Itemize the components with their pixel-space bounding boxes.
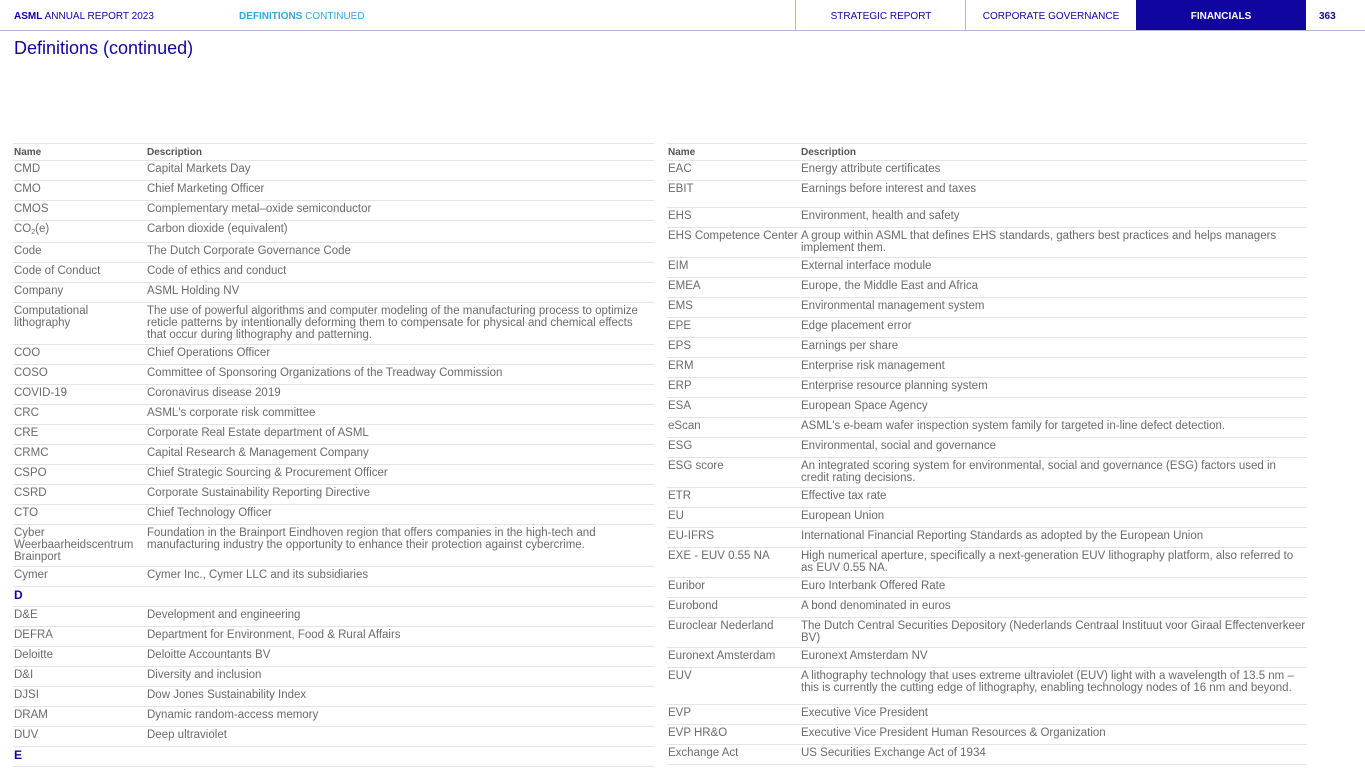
term-name: ERM	[667, 358, 800, 378]
table-row	[667, 725, 1307, 745]
table-row	[667, 181, 1307, 208]
term-name-subscript: 2	[31, 229, 36, 236]
term-name: COO	[13, 345, 146, 365]
term-name: EHS	[667, 208, 800, 228]
term-description: Executive Vice President	[800, 705, 1307, 725]
report-name: ANNUAL REPORT 2023	[44, 11, 154, 22]
table-row	[667, 745, 1307, 765]
term-description: Corporate Real Estate department of ASML	[146, 425, 654, 445]
term-name: CSRD	[13, 485, 146, 505]
table-row	[13, 627, 654, 647]
table-row	[667, 648, 1307, 668]
term-description: External interface module	[800, 258, 1307, 278]
term-name: eScan	[667, 418, 800, 438]
term-description: Chief Operations Officer	[146, 345, 654, 365]
top-navigation-bar	[0, 0, 1365, 31]
term-name: ETR	[667, 488, 800, 508]
term-description: A lithography technology that uses extreme ultraviolet (EUV) light with a wavelength of 13.5 nm – this is currently the cutting edge of lithography, enabling technology nodes of 16 nm and beyond.	[800, 668, 1307, 705]
term-name: EVP	[667, 705, 800, 725]
table-row	[667, 705, 1307, 725]
term-name: CRE	[13, 425, 146, 445]
table-row	[13, 405, 654, 425]
table-row	[667, 318, 1307, 338]
term-name: Computational lithography	[13, 303, 146, 345]
section-breadcrumb[interactable]	[239, 11, 365, 22]
term-name: D&I	[13, 667, 146, 687]
term-description: US Securities Exchange Act of 1934	[800, 745, 1307, 765]
table-row	[667, 598, 1307, 618]
table-row	[667, 278, 1307, 298]
term-name: Euroclear Nederland	[667, 618, 800, 648]
term-description: Dynamic random-access memory	[146, 707, 654, 727]
term-description: Dow Jones Sustainability Index	[146, 687, 654, 707]
term-description: The Dutch Corporate Governance Code	[146, 243, 654, 263]
section-letter: D	[13, 587, 654, 607]
table-row	[13, 445, 654, 465]
term-description: A bond denominated in euros	[800, 598, 1307, 618]
term-name: CMO	[13, 181, 146, 201]
term-name: EPE	[667, 318, 800, 338]
term-description: Edge placement error	[800, 318, 1307, 338]
term-name: ESA	[667, 398, 800, 418]
term-name: Cyber Weerbaarheidscentrum Brainport	[13, 525, 146, 567]
table-row	[667, 358, 1307, 378]
term-description: Carbon dioxide (equivalent)	[146, 221, 654, 243]
term-name: ESG score	[667, 458, 800, 488]
term-name: EUV	[667, 668, 800, 705]
term-description: Code of ethics and conduct	[146, 263, 654, 283]
term-description: Energy attribute certificates	[800, 161, 1307, 181]
table-row	[13, 365, 654, 385]
term-name: CTO	[13, 505, 146, 525]
term-name: EU-IFRS	[667, 528, 800, 548]
term-name: CRMC	[13, 445, 146, 465]
term-description: Environment, health and safety	[800, 208, 1307, 228]
term-name: EAC	[667, 161, 800, 181]
term-description: A group within ASML that defines EHS standards, gathers best practices and helps managers implement them.	[800, 228, 1307, 258]
table-row	[13, 647, 654, 667]
column-header-description: Description	[800, 144, 1307, 161]
term-description: Deloitte Accountants BV	[146, 647, 654, 667]
term-name: EU	[667, 508, 800, 528]
term-name: EXE - EUV 0.55 NA	[667, 548, 800, 578]
term-name: EMEA	[667, 278, 800, 298]
term-name: EIM	[667, 258, 800, 278]
table-row	[13, 485, 654, 505]
table-row	[13, 221, 654, 243]
table-row	[13, 525, 654, 567]
term-description: Earnings per share	[800, 338, 1307, 358]
term-name: DJSI	[13, 687, 146, 707]
term-name: D&E	[13, 607, 146, 627]
table-row	[667, 258, 1307, 278]
term-name: ESG	[667, 438, 800, 458]
term-name: EBIT	[667, 181, 800, 208]
term-description: ASML Holding NV	[146, 283, 654, 303]
term-description: Committee of Sponsoring Organizations of the Treadway Commission	[146, 365, 654, 385]
term-name: Cymer	[13, 567, 146, 587]
column-header-name: Name	[13, 144, 146, 161]
table-header-row	[13, 144, 654, 161]
table-row	[13, 283, 654, 303]
table-row	[13, 243, 654, 263]
term-description: European Union	[800, 508, 1307, 528]
section-name: DEFINITIONS	[239, 11, 303, 22]
term-name: EMS	[667, 298, 800, 318]
letter-section-row	[13, 587, 654, 607]
table-header-row	[667, 144, 1307, 161]
table-row	[667, 398, 1307, 418]
term-description: Executive Vice President Human Resources & Organization	[800, 725, 1307, 745]
nav-tab-corporate-governance[interactable]: CORPORATE GOVERNANCE	[965, 0, 1136, 30]
term-description: Capital Markets Day	[146, 161, 654, 181]
term-name-base: CO	[14, 223, 32, 235]
term-description: ASML's e-beam wafer inspection system family for targeted in-line defect detection.	[800, 418, 1307, 438]
table-row	[13, 303, 654, 345]
column-header-name: Name	[667, 144, 800, 161]
table-row	[667, 548, 1307, 578]
term-name: Code of Conduct	[13, 263, 146, 283]
term-name: Code	[13, 243, 146, 263]
term-description: International Financial Reporting Standards as adopted by the European Union	[800, 528, 1307, 548]
term-name: Deloitte	[13, 647, 146, 667]
term-description: An integrated scoring system for environmental, social and governance (ESG) factors used in credit rating decisions.	[800, 458, 1307, 488]
term-description: Earnings before interest and taxes	[800, 181, 1307, 208]
term-name: ERP	[667, 378, 800, 398]
term-name: EHS Competence Center	[667, 228, 800, 258]
letter-section-row	[13, 747, 654, 767]
term-description: Coronavirus disease 2019	[146, 385, 654, 405]
term-name: Eurobond	[667, 598, 800, 618]
section-suffix: CONTINUED	[305, 11, 365, 22]
term-name: CMD	[13, 161, 146, 181]
table-row	[667, 508, 1307, 528]
nav-tab-financials[interactable]: FINANCIALS	[1136, 0, 1306, 30]
term-description: Diversity and inclusion	[146, 667, 654, 687]
term-description: Chief Strategic Sourcing & Procurement Officer	[146, 465, 654, 485]
term-name: DRAM	[13, 707, 146, 727]
definitions-table-left	[13, 143, 654, 767]
term-description: Chief Technology Officer	[146, 505, 654, 525]
term-name: DEFRA	[13, 627, 146, 647]
table-row	[13, 345, 654, 365]
term-name: EPS	[667, 338, 800, 358]
table-row	[667, 298, 1307, 318]
term-description: Chief Marketing Officer	[146, 181, 654, 201]
page-title: Definitions (continued)	[14, 38, 194, 58]
term-description: The Dutch Central Securities Depository (Nederlands Centraal Instituut voor Giraal Effectenverkeer BV)	[800, 618, 1307, 648]
term-description: Effective tax rate	[800, 488, 1307, 508]
term-name: COSO	[13, 365, 146, 385]
term-name: Euronext Amsterdam	[667, 648, 800, 668]
term-description: Environmental, social and governance	[800, 438, 1307, 458]
term-description: The use of powerful algorithms and computer modeling of the manufacturing process to optimize reticle patterns by intentionally deforming them to compensate for physical and chemical effects that occur during lithography and patterning.	[146, 303, 654, 345]
term-name: CRC	[13, 405, 146, 425]
term-description: Complementary metal–oxide semiconductor	[146, 201, 654, 221]
table-row	[667, 378, 1307, 398]
term-description: ASML's corporate risk committee	[146, 405, 654, 425]
table-row	[667, 458, 1307, 488]
table-row	[667, 418, 1307, 438]
term-description: Development and engineering	[146, 607, 654, 627]
table-row	[13, 425, 654, 445]
term-name: EVP HR&O	[667, 725, 800, 745]
term-description: Capital Research & Management Company	[146, 445, 654, 465]
page-number: 363	[1319, 11, 1336, 22]
table-row	[13, 465, 654, 485]
nav-tab-strategic-report[interactable]: STRATEGIC REPORT	[795, 0, 966, 30]
term-name: Company	[13, 283, 146, 303]
term-description: Environmental management system	[800, 298, 1307, 318]
table-row	[13, 201, 654, 221]
table-row	[13, 263, 654, 283]
table-row	[13, 667, 654, 687]
table-row	[13, 707, 654, 727]
term-description: Euro Interbank Offered Rate	[800, 578, 1307, 598]
table-row	[667, 488, 1307, 508]
term-description: Cymer Inc., Cymer LLC and its subsidiaries	[146, 567, 654, 587]
term-name: Euribor	[667, 578, 800, 598]
table-row	[13, 567, 654, 587]
table-row	[667, 228, 1307, 258]
table-row	[667, 208, 1307, 228]
table-row	[667, 528, 1307, 548]
term-name-suffix: (e)	[35, 223, 50, 235]
table-row	[667, 338, 1307, 358]
section-letter: E	[13, 747, 654, 767]
term-description: Department for Environment, Food & Rural Affairs	[146, 627, 654, 647]
term-name: CSPO	[13, 465, 146, 485]
term-description: High numerical aperture, specifically a next-generation EUV lithography platform, also referred to as EUV 0.55 NA.	[800, 548, 1307, 578]
term-description: Euronext Amsterdam NV	[800, 648, 1307, 668]
table-row	[13, 687, 654, 707]
term-name: DUV	[13, 727, 146, 747]
term-description: Enterprise resource planning system	[800, 378, 1307, 398]
term-description: Europe, the Middle East and Africa	[800, 278, 1307, 298]
table-row	[667, 618, 1307, 648]
table-row	[13, 161, 654, 181]
table-row	[13, 181, 654, 201]
brand-name: ASML	[14, 11, 43, 22]
report-title[interactable]	[14, 11, 154, 22]
table-row	[13, 607, 654, 627]
term-description: Deep ultraviolet	[146, 727, 654, 747]
table-row	[667, 438, 1307, 458]
term-description: Enterprise risk management	[800, 358, 1307, 378]
table-row	[13, 505, 654, 525]
term-name: CMOS	[13, 201, 146, 221]
term-name: COVID-19	[13, 385, 146, 405]
term-description: Corporate Sustainability Reporting Directive	[146, 485, 654, 505]
table-row	[667, 161, 1307, 181]
term-name: Exchange Act	[667, 745, 800, 765]
table-row	[667, 578, 1307, 598]
term-description: Foundation in the Brainport Eindhoven region that offers companies in the high-tech and manufacturing industry the opportunity to enhance their protection against cybercrime.	[146, 525, 654, 567]
term-name	[13, 221, 146, 243]
table-row	[13, 385, 654, 405]
table-row	[667, 668, 1307, 705]
definitions-table-right	[667, 143, 1307, 765]
column-header-description: Description	[146, 144, 654, 161]
term-description: European Space Agency	[800, 398, 1307, 418]
table-row	[13, 727, 654, 747]
